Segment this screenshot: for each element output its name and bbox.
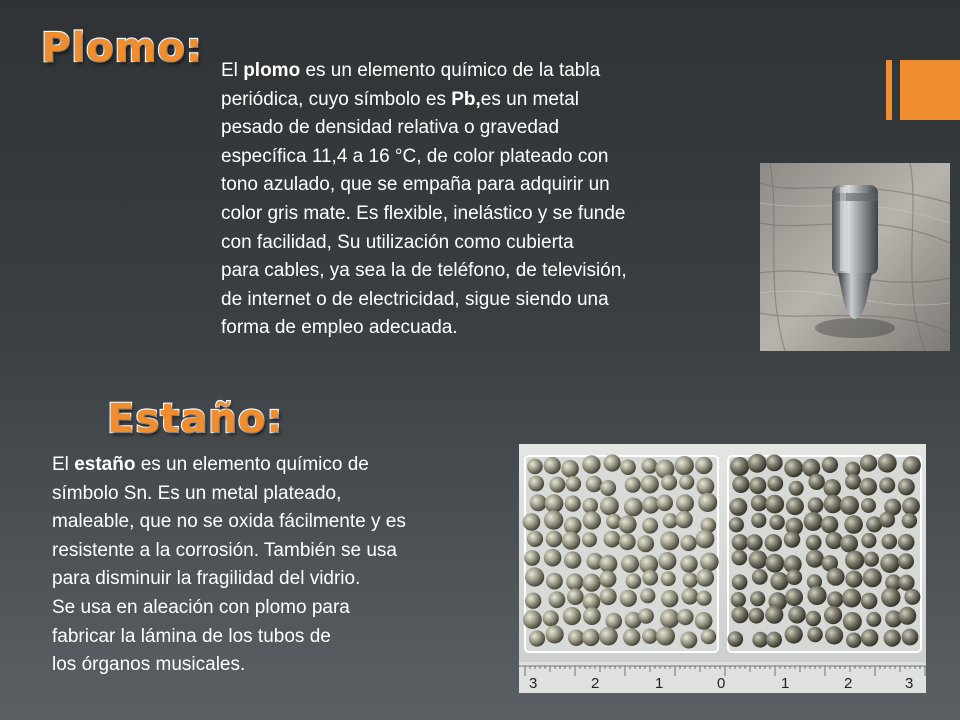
tin-granule [583, 574, 601, 592]
tin-granule [528, 476, 544, 492]
tin-granule [582, 532, 597, 547]
tin-granule [567, 588, 584, 605]
tin-granule [523, 610, 542, 629]
tin-granule [529, 630, 545, 646]
tin-granule [898, 478, 915, 495]
tin-granule [825, 532, 842, 549]
tin-granule [642, 570, 658, 586]
tin-granule [544, 510, 563, 529]
tin-granule [700, 553, 719, 572]
tin-granule [824, 606, 842, 624]
tin-granule [582, 629, 599, 646]
tin-granule [902, 629, 919, 646]
tin-granule [661, 475, 677, 491]
tin-granule [822, 457, 838, 473]
tin-granule [656, 627, 675, 646]
tin-granule [732, 550, 748, 566]
tin-granule [785, 625, 803, 643]
tin-granule [789, 481, 804, 496]
tin-granule [859, 478, 877, 496]
tin-granule [619, 533, 636, 550]
tin-granule [884, 630, 901, 647]
tin-granule [765, 606, 783, 624]
tin-granule [546, 625, 564, 643]
accent-bar-thick [900, 60, 960, 120]
tin-granule [784, 459, 803, 478]
tin-granule [765, 495, 784, 514]
tin-granule [600, 588, 617, 605]
tin-granule [825, 626, 843, 644]
tin-granule [880, 554, 899, 573]
ruler-label: 0 [717, 675, 726, 692]
tin-granule [879, 512, 895, 528]
tin-granule [845, 571, 862, 588]
tin-granule [681, 588, 698, 605]
tin-granule [881, 588, 900, 607]
tin-granule [695, 457, 712, 474]
tin-granule [827, 568, 845, 586]
tin-granule [524, 550, 540, 566]
tin-granule [642, 629, 657, 644]
tin-granule [642, 518, 658, 534]
tin-granule [840, 496, 859, 515]
tin-granule [788, 606, 806, 624]
tin-granule [696, 530, 715, 549]
tin-granule [641, 475, 659, 493]
tin-granule [824, 495, 843, 514]
tin-granule [784, 531, 801, 548]
tin-granule [680, 555, 697, 572]
tin-granule [731, 606, 748, 623]
tin-granule [749, 477, 766, 494]
tin-granule [861, 629, 878, 646]
tin-granule [827, 591, 843, 607]
tin-granule [785, 588, 803, 606]
tin-granule [605, 613, 622, 630]
plomo-text-pre: El [221, 60, 244, 81]
tin-granule [786, 569, 802, 585]
tin-granule [861, 498, 876, 513]
tin-granule [599, 627, 618, 646]
tin-granule [728, 631, 744, 647]
tin-granule [545, 494, 564, 513]
tin-granule [562, 531, 580, 549]
tin-granule [543, 610, 559, 626]
tin-granule [752, 569, 768, 585]
tin-granule [523, 513, 541, 531]
tin-granule [561, 460, 579, 478]
tin-granule [697, 591, 712, 606]
tin-granule [843, 612, 862, 631]
tin-granule [765, 534, 782, 551]
tin-granule [770, 572, 788, 590]
tin-granule [898, 607, 916, 625]
tin-granule [807, 627, 822, 642]
tin-granule [766, 455, 783, 472]
tin-granule [676, 494, 694, 512]
tin-granule [530, 494, 547, 511]
tin-granule [766, 632, 782, 648]
tin-granule [823, 479, 841, 497]
tin-granule [527, 459, 543, 475]
tin-granule [525, 593, 541, 609]
tin-granule [748, 454, 767, 473]
estano-bold-word: estaño [74, 454, 136, 475]
tin-granule [619, 515, 637, 533]
tin-granule [902, 497, 920, 515]
tin-granule [879, 477, 895, 493]
tin-granule [583, 607, 601, 625]
plomo-heading: Plomo: [41, 25, 203, 71]
tin-granule [750, 591, 765, 606]
tin-granule [904, 589, 920, 605]
estano-text-pre: El [52, 454, 75, 475]
tin-granule [525, 567, 544, 586]
tin-granule [807, 586, 826, 605]
estano-paragraph [52, 451, 512, 680]
accent-bar-thin [886, 60, 892, 120]
tin-granule [600, 480, 616, 496]
plomo-paragraph [221, 57, 741, 343]
tin-granule [806, 611, 821, 626]
tin-granule [582, 498, 598, 514]
tin-granule [546, 531, 563, 548]
tin-granule [732, 574, 748, 590]
tin-granule [844, 515, 863, 534]
tin-granule [620, 459, 636, 475]
tin-granules-photo [519, 444, 926, 693]
tin-granule [565, 496, 581, 512]
tin-granule [680, 535, 696, 551]
tin-granule [675, 456, 694, 475]
tin-granule [660, 609, 679, 628]
tin-granule [701, 629, 716, 644]
tin-granule [642, 458, 658, 474]
tin-granule [658, 552, 676, 570]
tin-granule [568, 630, 584, 646]
tin-granule [599, 555, 617, 573]
tin-granule [546, 573, 563, 590]
tin-granule [861, 593, 878, 610]
tin-granule [898, 553, 914, 569]
tin-granule [696, 569, 714, 587]
tin-granule [729, 498, 747, 516]
tin-granule [840, 535, 858, 553]
tin-granule [864, 552, 879, 567]
lead-bullet-photo [760, 163, 950, 351]
tin-granule [661, 571, 676, 586]
tin-granule [624, 498, 643, 517]
tin-granule [878, 454, 897, 473]
ruler-label: 3 [529, 675, 538, 692]
tin-granule [656, 495, 673, 512]
tin-granule [845, 474, 861, 490]
tin-granule [808, 474, 824, 490]
tin-granule [621, 555, 639, 573]
tin-granule [661, 590, 678, 607]
tin-granule [623, 629, 640, 646]
tin-granule [544, 549, 562, 567]
tin-granule [563, 607, 581, 625]
tin-granule [808, 497, 824, 513]
plomo-text-mid: es un elemento químico de la tabla periódica, cuyo símbolo es [221, 60, 601, 110]
tin-granule [842, 589, 861, 608]
tin-granule [748, 608, 764, 624]
tin-granule [732, 476, 749, 493]
tin-granule [675, 511, 692, 528]
tin-granule [806, 535, 822, 551]
tin-granule [767, 476, 783, 492]
tin-granule [866, 612, 881, 627]
tin-granule [677, 609, 693, 625]
tin-granule [695, 612, 713, 630]
tin-granule [769, 515, 784, 530]
tin-granule [845, 551, 864, 570]
plomo-text-post: es un metal pesado de densidad relativa o gravedad específica 11,4 a 16 °C, de color plateado con tono azulado, que se empaña para adquirir un color gris mate. Es flexible, inelástico y se funde con facilidad, Su utilización como cubierta para cables, ya sea la de teléfono, de televisión, de internet o de electricidad, sigue siendo una forma de empleo adecuada. [221, 88, 627, 339]
tin-granule [660, 531, 679, 550]
plomo-bold-word: plomo [243, 60, 301, 81]
tin-granule [583, 511, 601, 529]
tin-granule [698, 493, 717, 512]
tin-granule [846, 633, 861, 648]
tin-granule [564, 551, 581, 568]
tin-granule [732, 534, 748, 550]
tin-granule [599, 571, 616, 588]
tin-granule [903, 456, 921, 474]
tin-granule [640, 588, 655, 603]
tin-granule [683, 573, 698, 588]
estano-text-post: es un elemento químico de símbolo Sn. Es un metal plateado, maleable, que no se oxida fácilmente y es resistente a la corrosión. También se usa para disminuir la fragilidad del vidrio. Se usa en aleación con plomo para fabricar la lámina de los tubos de los órganos musicales. [52, 454, 406, 676]
tin-granule [902, 513, 917, 528]
tin-granule [625, 477, 641, 493]
tin-granule [626, 573, 642, 589]
tin-granule [549, 477, 565, 493]
tin-granule [730, 457, 749, 476]
tin-granule [679, 475, 694, 490]
estano-heading: Estaño: [107, 396, 284, 442]
tin-granule [731, 592, 746, 607]
tin-granule [882, 534, 898, 550]
tin-granule [786, 497, 804, 515]
tin-granule [638, 608, 654, 624]
ruler-label: 2 [591, 675, 600, 692]
ruler-label: 3 [905, 675, 914, 692]
tin-granule [697, 477, 715, 495]
tin-granule [566, 573, 583, 590]
tin-granule [860, 455, 877, 472]
tin-granule [751, 513, 766, 528]
tin-granule [765, 554, 784, 573]
tin-granule [604, 454, 621, 471]
ruler-label: 1 [655, 675, 664, 692]
tin-granule [752, 632, 768, 648]
tin-granule [582, 455, 600, 473]
tin-granule [586, 476, 603, 493]
tin-granule [549, 591, 566, 608]
tin-granule [527, 531, 543, 547]
ruler-label: 1 [781, 675, 790, 692]
tin-granule [637, 535, 654, 552]
tin-granule [804, 512, 823, 531]
tin-granule [863, 568, 882, 587]
tin-granule [806, 550, 824, 568]
tin-granule [604, 531, 621, 548]
tin-granule [749, 550, 768, 569]
tin-granule [729, 517, 744, 532]
tin-granule [898, 534, 915, 551]
tin-granule [746, 534, 762, 550]
tin-granule [566, 476, 582, 492]
tin-granule [620, 590, 637, 607]
tin-granule [544, 457, 561, 474]
tin-granule [821, 516, 838, 533]
tin-granule [751, 495, 768, 512]
ruler-label: 2 [844, 675, 853, 692]
tin-granule [680, 632, 697, 649]
tin-granule [898, 575, 914, 591]
plomo-symbol: Pb, [451, 88, 481, 110]
tin-granule [600, 497, 619, 516]
tin-granule [861, 533, 876, 548]
